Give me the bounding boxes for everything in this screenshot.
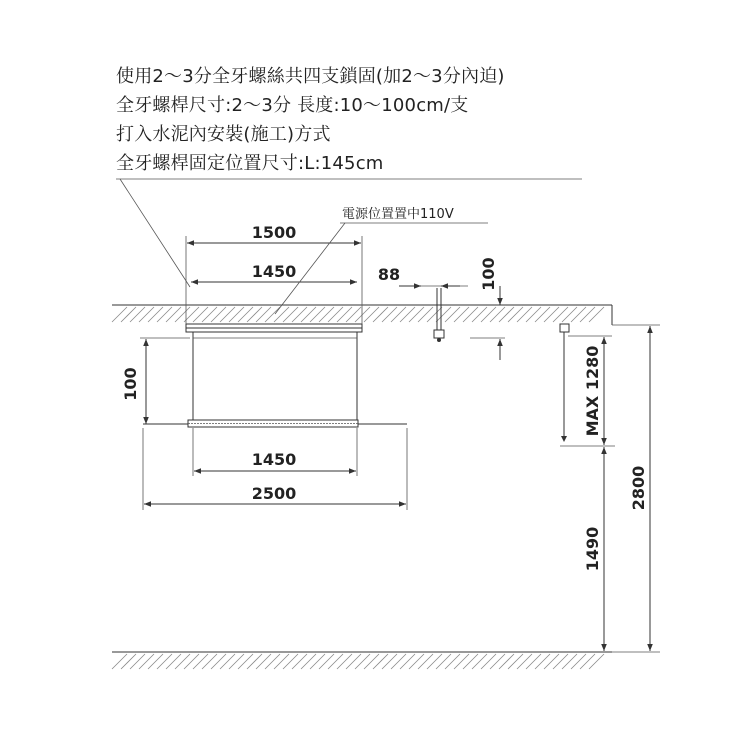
dim-max-1280-label: MAX 1280	[583, 345, 602, 437]
dim-max-1280	[568, 336, 612, 445]
dim-2800	[612, 325, 660, 652]
dim-1490-label: 1490	[583, 526, 602, 572]
floor	[112, 652, 612, 669]
note-line-2: 全牙螺桿尺寸:2～3分 長度:10～100cm/支	[116, 95, 469, 116]
dim-1500-label: 1500	[251, 223, 297, 242]
power-callout	[275, 206, 488, 314]
dim-1490	[583, 447, 604, 651]
dim-2500-label: 2500	[251, 484, 297, 503]
dim-88-label: 88	[377, 265, 401, 284]
notes-leader	[120, 179, 190, 287]
dim-2500	[143, 428, 407, 510]
bottom-bar	[143, 420, 407, 427]
dim-1450-top	[191, 262, 357, 282]
dim-1450-bottom-label: 1450	[251, 450, 297, 469]
dim-100-left	[121, 338, 190, 424]
note-line-1: 使用2～3分全牙螺絲共四支鎖固(加2～3分內迫)	[116, 66, 505, 87]
power-callout-label: 電源位置置中110V	[342, 207, 454, 222]
screen-housing	[186, 324, 362, 332]
dim-100-left-label: 100	[121, 367, 140, 401]
dim-1450-top-label: 1450	[251, 262, 297, 281]
note-line-4: 全牙螺桿固定位置尺寸:L:145cm	[116, 153, 384, 174]
dim-2800-label: 2800	[629, 465, 648, 511]
dim-100-bracket-label: 100	[479, 257, 498, 291]
screen-surface	[193, 332, 357, 424]
dim-1450-bottom	[193, 428, 357, 476]
note-line-3: 打入水泥內安裝(施工)方式	[116, 124, 331, 145]
bracket-detail	[378, 257, 505, 360]
